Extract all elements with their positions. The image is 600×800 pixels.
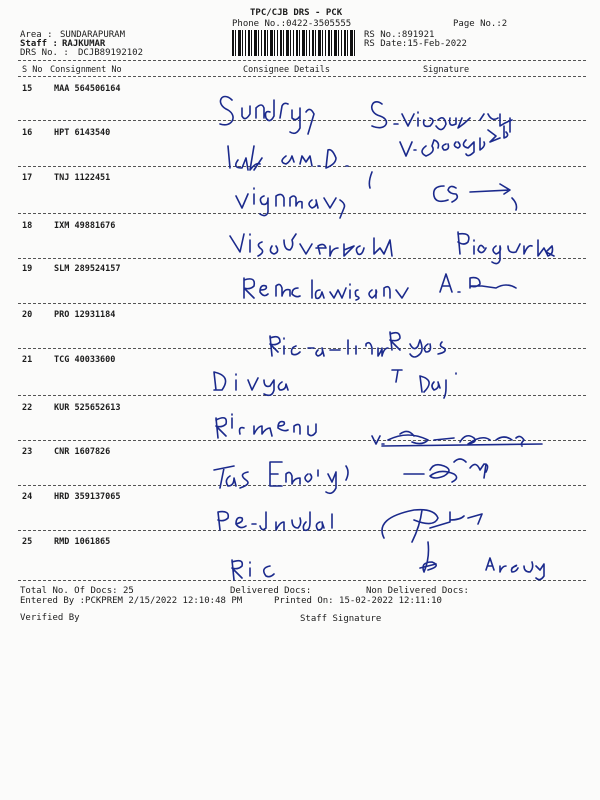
handwriting-row-24-name [218, 512, 332, 531]
table-bottom-rule [18, 580, 586, 581]
row-sno: 16 [22, 128, 33, 138]
handwriting-row-18-name [230, 234, 392, 256]
row-divider [18, 166, 586, 167]
handwriting-row-17-signature [434, 184, 517, 210]
row-sno: 22 [22, 403, 33, 413]
row-sno: 24 [22, 492, 33, 502]
row-divider [18, 530, 586, 531]
handwriting-row-25-name [232, 560, 274, 580]
column-consignee: Consignee Details [243, 65, 330, 75]
handwriting-row-21-name [214, 372, 288, 395]
row-consignment: TCG 40033600 [54, 355, 116, 365]
rs-number: RS No.:891921 [364, 30, 435, 40]
row-consignment: KUR 525652613 [54, 403, 121, 413]
entered-by: Entered By :PCKPREM 2/15/2022 12:10:48 PM [20, 596, 243, 606]
row-divider [18, 258, 586, 259]
handwriting-row-20-signature [390, 332, 445, 357]
row-consignment: HPT 6143540 [54, 128, 111, 138]
staff-label: Staff : [20, 39, 58, 49]
row-divider [18, 120, 586, 121]
header-bottom-rule [18, 76, 586, 77]
handwriting-row-20-name [270, 336, 388, 356]
row-consignment: HRD 359137065 [54, 492, 121, 502]
column-sno: S No [22, 65, 43, 75]
verified-by: Verified By [20, 613, 80, 623]
row-sno: 18 [22, 221, 33, 231]
row-divider [18, 303, 586, 304]
handwriting-row-23-signature [404, 459, 488, 482]
page-number: Page No.:2 [453, 19, 508, 29]
column-consignment: Consignment No [50, 65, 122, 75]
drs-label: DRS No. : [20, 48, 69, 58]
row-sno: 19 [22, 264, 33, 274]
total-docs: Total No. Of Docs: 25 [20, 586, 134, 596]
row-consignment: PRO 12931184 [54, 310, 116, 320]
row-sno: 17 [22, 173, 33, 183]
row-consignment: TNJ 1122451 [54, 173, 111, 183]
handwriting-row-22-name [216, 414, 316, 438]
handwriting-row-21-signature [392, 370, 456, 398]
handwriting-row-23-name [214, 462, 348, 493]
handwriting-row-19-signature [440, 274, 516, 292]
handwriting-row-24-signature [382, 510, 482, 542]
delivered-docs: Delivered Docs: [230, 586, 312, 596]
area-value: SUNDARAPURAM [60, 30, 126, 40]
barcode [232, 30, 356, 56]
header-top-rule [18, 60, 586, 61]
row-sno: 20 [22, 310, 33, 320]
handwriting-row-16-signature [400, 118, 510, 156]
row-consignment: RMD 1061865 [54, 537, 111, 547]
handwriting-row-22-signature [372, 431, 542, 446]
staff-signature-label: Staff Signature [300, 614, 382, 624]
staff-value: RAJKUMAR [62, 39, 106, 49]
row-divider [18, 213, 586, 214]
row-sno: 25 [22, 537, 33, 547]
handwriting-row-17-name [236, 172, 372, 218]
row-consignment: CNR 1607826 [54, 447, 111, 457]
row-consignment: SLM 289524157 [54, 264, 121, 274]
row-sno: 21 [22, 355, 33, 365]
row-consignment: IXM 49881676 [54, 221, 116, 231]
handwriting-row-25-signature [420, 542, 544, 580]
row-divider [18, 395, 586, 396]
area-label: Area : [20, 30, 53, 40]
row-consignment: MAA 564506164 [54, 84, 121, 94]
handwriting-row-15-signature [372, 102, 512, 130]
phone-number: Phone No.:0422-3505555 [232, 19, 352, 29]
row-sno: 23 [22, 447, 33, 457]
drs-value: DCJB89192102 [78, 48, 144, 58]
handwriting-row-15-name [220, 97, 314, 135]
row-sno: 15 [22, 84, 33, 94]
non-delivered-docs: Non Delivered Docs: [366, 586, 469, 596]
printed-on: Printed On: 15-02-2022 12:11:10 [274, 596, 442, 606]
row-divider [18, 440, 586, 441]
row-divider [18, 348, 586, 349]
document-title: TPC/CJB DRS - PCK [250, 8, 343, 18]
handwriting-row-19-name [244, 278, 408, 300]
row-divider [18, 485, 586, 486]
rs-date: RS Date:15-Feb-2022 [364, 39, 467, 49]
column-signature: Signature [423, 65, 470, 75]
